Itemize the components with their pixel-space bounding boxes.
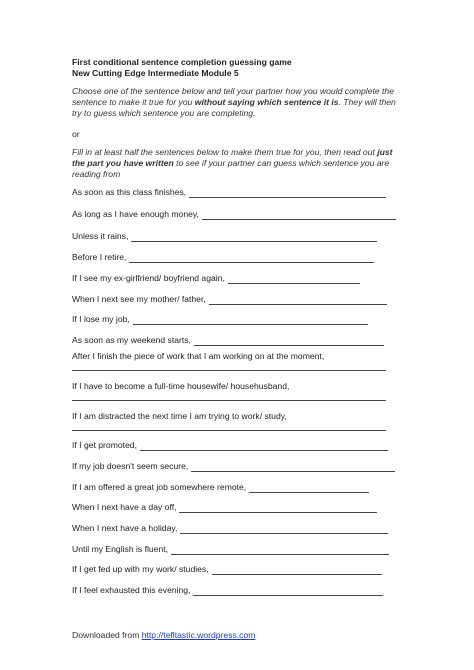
sentence-prompt: If I am offered a great job somewhere remote, [72,482,247,492]
footer-text: Downloaded from [72,630,142,640]
answer-blank[interactable] [72,370,386,371]
sentence-prompt: If I get promoted, [72,440,137,450]
sentence-row [72,564,382,575]
answer-blank[interactable] [180,525,388,534]
sentence-row [72,187,386,198]
instruction-2-text-b: to see if your partner can guess which sentence you are reading from [72,158,390,179]
sentence-prompt: If I have to become a full-time housewife/ househusband, [72,381,290,391]
sentence-prompt: As soon as my weekend starts, [72,335,191,345]
sentence-prompt: When I next see my mother/ father, [72,294,206,304]
worksheet-title: First conditional sentence completion guessing game [72,57,292,67]
answer-blank[interactable] [212,566,382,575]
sentence-prompt: Until my English is fluent, [72,544,168,554]
answer-blank[interactable] [133,316,368,325]
answer-blank[interactable] [72,430,386,431]
sentence-row [72,411,287,422]
sentence-prompt: As long as I have enough money, [72,209,199,219]
sentence-row [72,273,360,284]
sentence-prompt: As soon as this class finishes, [72,187,187,197]
sentence-prompt: If I get fed up with my work/ studies, [72,564,209,574]
sentence-prompt: If I lose my job, [72,314,130,324]
or-label: or [72,129,80,139]
sentence-row [72,440,388,451]
answer-blank[interactable] [194,337,384,346]
answer-blank[interactable] [171,546,389,555]
sentence-prompt: Before I retire, [72,252,127,262]
answer-blank[interactable] [72,400,386,401]
answer-blank[interactable] [129,254,374,263]
sentence-row [72,231,377,242]
sentence-row [72,585,383,596]
footer-link[interactable]: http://tefltastic.wordpress.com [141,630,256,640]
instruction-option-2 [72,147,407,180]
sentence-row [72,294,387,305]
answer-blank[interactable] [228,275,360,284]
answer-blank[interactable] [193,587,383,596]
download-footer [72,630,255,640]
sentence-row [72,351,324,362]
answer-blank[interactable] [131,233,377,242]
sentence-prompt: Unless it rains, [72,231,129,241]
sentence-prompt: After I finish the piece of work that I am working on at the moment, [72,351,325,361]
answer-blank[interactable] [202,211,396,220]
instruction-2-text-a: Fill in at least half the sentences below to make them true for you, then read out [72,147,378,157]
instruction-2-emphasis: just the part you have written [72,147,393,168]
sentence-row [72,209,396,220]
answer-blank[interactable] [189,189,386,198]
answer-blank[interactable] [191,463,395,472]
instruction-1-text-a: Choose one of the sentence below and tell your partner how you would complete the sentence to make it true for you [72,86,394,107]
sentence-row [72,502,377,513]
sentence-row [72,252,374,263]
sentence-row [72,544,389,555]
instruction-option-1 [72,86,407,119]
sentence-prompt: If I see my ex-girlfriend/ boyfriend again, [72,273,225,283]
answer-blank[interactable] [249,484,369,493]
sentence-prompt: If I feel exhausted this evening, [72,585,191,595]
sentence-row [72,335,384,346]
sentence-row [72,381,289,392]
sentence-prompt: When I next have a day off, [72,502,177,512]
sentence-row [72,482,369,493]
instruction-1-emphasis: without saying which sentence it is [194,97,339,107]
sentence-prompt: If my job doesn't seem secure, [72,461,189,471]
sentence-prompt: If I am distracted the next time I am trying to work/ study, [72,411,287,421]
worksheet-subtitle: New Cutting Edge Intermediate Module 5 [72,68,239,78]
answer-blank[interactable] [179,504,377,513]
sentence-row [72,461,395,472]
sentence-prompt: When I next have a holiday, [72,523,178,533]
sentence-row [72,314,368,325]
answer-blank[interactable] [209,296,387,305]
sentence-row [72,523,388,534]
answer-blank[interactable] [140,442,388,451]
instruction-1-text-b: . They will then try to guess which sentence you are completing. [72,97,396,118]
